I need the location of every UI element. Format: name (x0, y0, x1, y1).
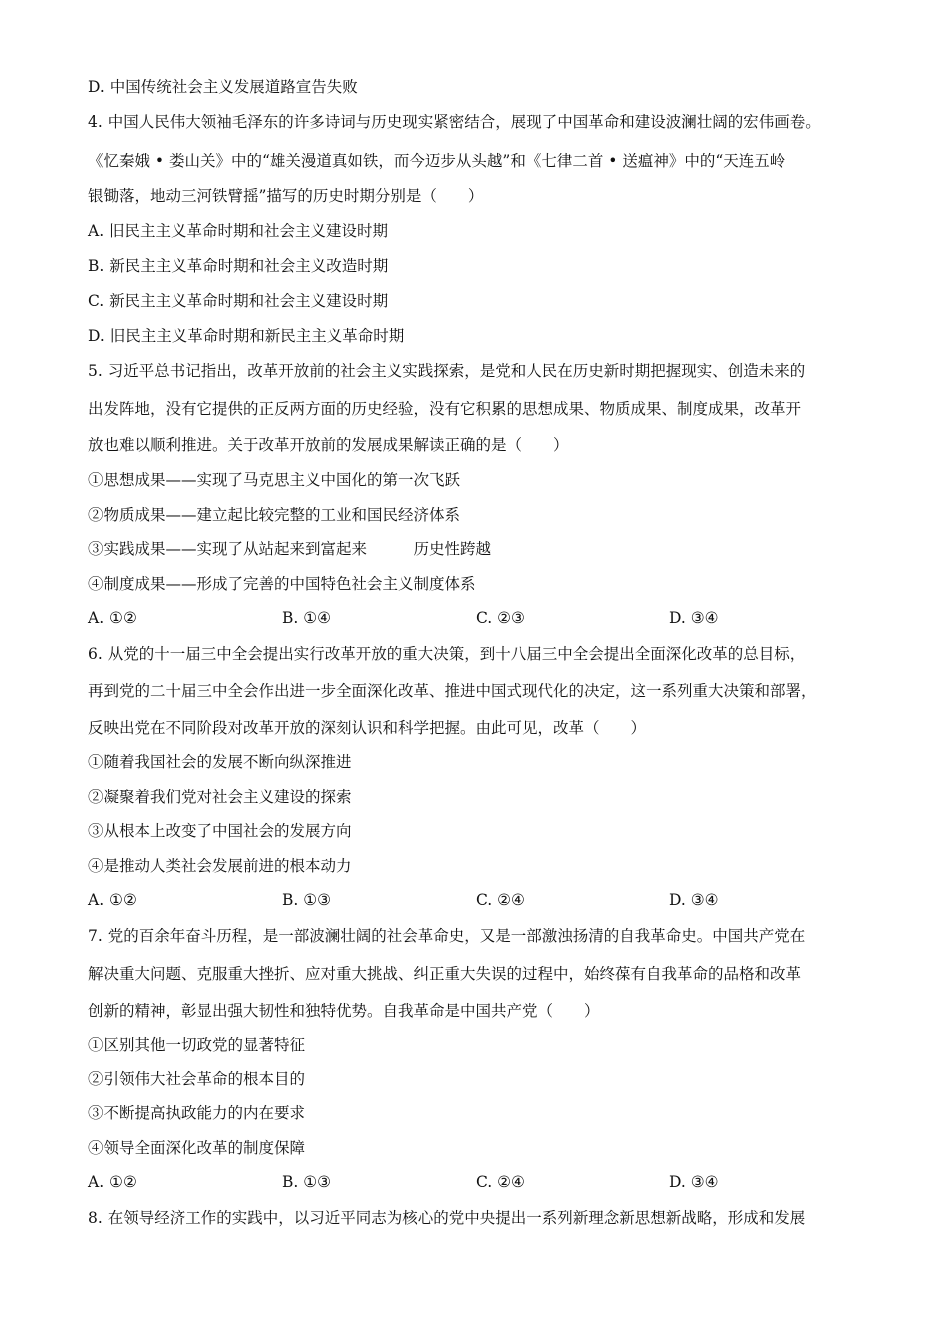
q5-stem-line-3: 放也难以顺利推进。关于改革开放前的发展成果解读正确的是（ ） (88, 436, 569, 454)
q7-item-4: ④领导全面深化改革的制度保障 (88, 1139, 306, 1157)
q7-choice-c: C. ②④ (476, 1173, 525, 1191)
q4-option-a: A. 旧民主主义革命时期和社会主义建设时期 (88, 222, 389, 240)
q8-stem-line-1: 8. 在领导经济工作的实践中，以习近平同志为核心的党中央提出一系列新理念新思想新战略，形成和发展 (88, 1209, 806, 1227)
q6-stem-line-3: 反映出党在不同阶段对改革开放的深刻认识和科学把握。由此可见，改革（ ） (88, 719, 647, 737)
q5-choice-d: D. ③④ (669, 609, 719, 627)
q6-choice-c: C. ②④ (476, 891, 525, 909)
q7-stem-line-1: 7. 党的百余年奋斗历程，是一部波澜壮阔的社会革命史，又是一部激浊扬清的自我革命史。中国共产党在 (88, 927, 806, 945)
q5-stem-line-1: 5. 习近平总书记指出，改革开放前的社会主义实践探索，是党和人民在历史新时期把握现实、创造未来的 (88, 362, 806, 380)
q6-item-3: ③从根本上改变了中国社会的发展方向 (88, 822, 352, 840)
q7-stem-line-3: 创新的精神，彰显出强大韧性和独特优势。自我革命是中国共产党（ ） (88, 1002, 600, 1020)
q7-choice-a: A. ①② (88, 1173, 137, 1191)
q6-choice-d: D. ③④ (669, 891, 719, 909)
q5-item-2: ②物质成果——建立起比较完整的工业和国民经济体系 (88, 506, 461, 524)
q6-choice-b: B. ①③ (282, 891, 332, 909)
q7-item-2: ②引领伟大社会革命的根本目的 (88, 1070, 306, 1088)
q4-option-c: C. 新民主主义革命时期和社会主义建设时期 (88, 292, 389, 310)
q5-item-4: ④制度成果——形成了完善的中国特色社会主义制度体系 (88, 575, 476, 593)
q4-stem-line-1: 4. 中国人民伟大领袖毛泽东的许多诗词与历史现实紧密结合，展现了中国革命和建设波澜壮阔的宏伟画卷。 (88, 113, 821, 131)
q6-item-2: ②凝聚着我们党对社会主义建设的探索 (88, 788, 352, 806)
q5-item-1: ①思想成果——实现了马克思主义中国化的第一次飞跃 (88, 471, 461, 489)
q7-stem-line-2: 解决重大问题、克服重大挫折、应对重大挑战、纠正重大失误的过程中，始终葆有自我革命的品格和改革 (88, 965, 802, 983)
q6-item-4: ④是推动人类社会发展前进的根本动力 (88, 857, 352, 875)
q5-item-3: ③实践成果——实现了从站起来到富起来 历史性跨越 (88, 540, 492, 558)
q6-stem-line-2: 再到党的二十届三中全会作出进一步全面深化改革、推进中国式现代化的决定，这一系列重大决策和部署， (88, 682, 817, 700)
q4-stem-line-2: 《忆秦娥 • 娄山关》中的“雄关漫道真如铁，而今迈步从头越”和《七律二首 • 送瘟神》中的“天连五岭 (88, 152, 786, 170)
q7-item-1: ①区别其他一切政党的显著特征 (88, 1036, 306, 1054)
q5-choice-a: A. ①② (88, 609, 137, 627)
q5-choice-c: C. ②③ (476, 609, 525, 627)
q7-choice-d: D. ③④ (669, 1173, 719, 1191)
q3-option-d: D. 中国传统社会主义发展道路宣告失败 (88, 78, 358, 96)
q4-option-d: D. 旧民主主义革命时期和新民主主义革命时期 (88, 327, 405, 345)
q6-item-1: ①随着我国社会的发展不断向纵深推进 (88, 753, 352, 771)
q6-choice-a: A. ①② (88, 891, 137, 909)
q5-stem-line-2: 出发阵地，没有它提供的正反两方面的历史经验，没有它积累的思想成果、物质成果、制度成果，改革开 (88, 400, 802, 418)
q6-stem-line-1: 6. 从党的十一届三中全会提出实行改革开放的重大决策，到十八届三中全会提出全面深化改革的总目标， (88, 645, 806, 663)
q7-choice-b: B. ①③ (282, 1173, 332, 1191)
q7-item-3: ③不断提高执政能力的内在要求 (88, 1104, 306, 1122)
q4-option-b: B. 新民主主义革命时期和社会主义改造时期 (88, 257, 389, 275)
q5-choice-b: B. ①④ (282, 609, 332, 627)
q4-stem-line-3: 银锄落，地动三河铁臂摇”描写的历史时期分别是（ ） (88, 187, 484, 205)
